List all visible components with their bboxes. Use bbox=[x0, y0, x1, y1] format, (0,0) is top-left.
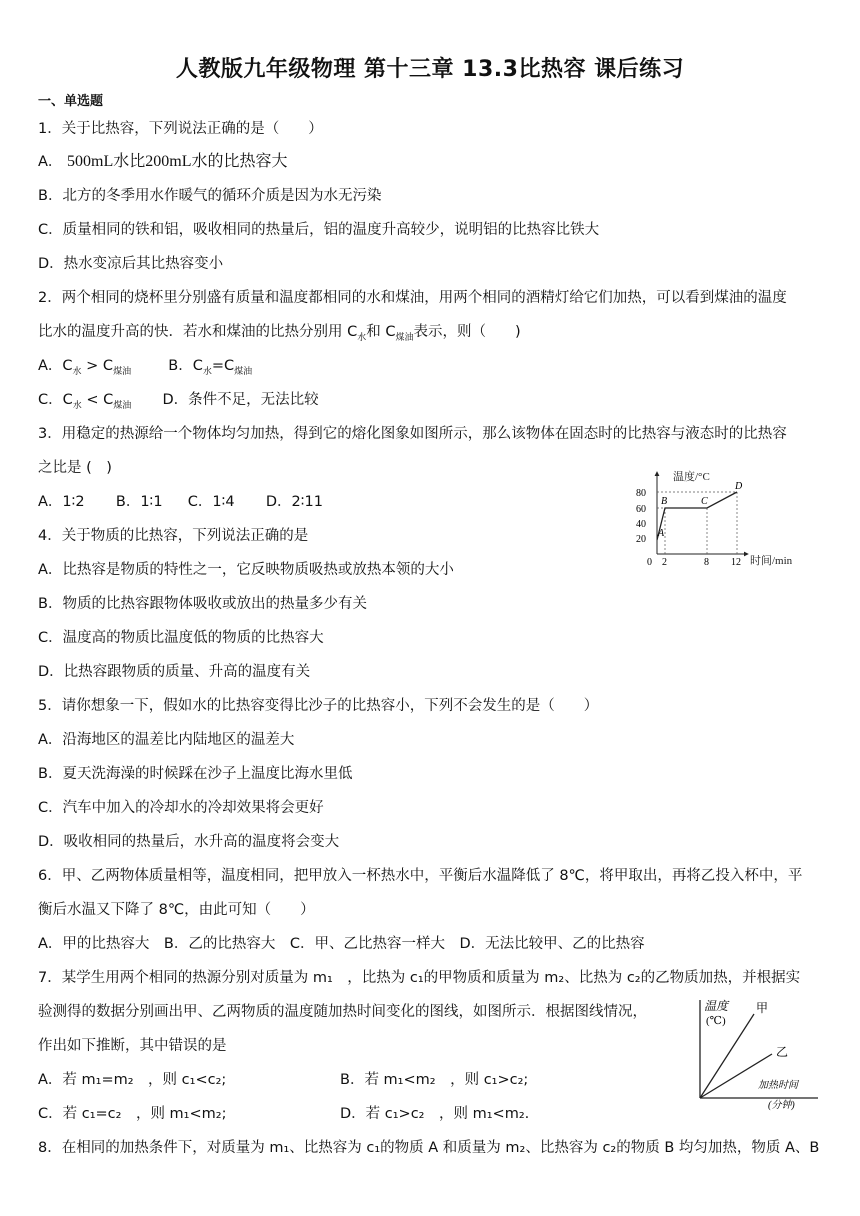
q1-option-d: D．热水变凉后其比热容变小 bbox=[38, 256, 224, 272]
section-heading: 一、单选题 bbox=[38, 94, 104, 109]
q2-option-c-label: C．C bbox=[38, 392, 73, 408]
q3-option-c: C．1∶4 bbox=[187, 494, 235, 510]
x-label-2: (分钟) bbox=[768, 1100, 795, 1111]
q1-option-c: C．质量相同的铁和铝，吸收相同的热量后，铝的温度升高较少，说明铝的比热容比铁大 bbox=[38, 222, 600, 238]
q2-option-a-label: A．C bbox=[38, 358, 73, 374]
q1-option-a-label: A． bbox=[38, 154, 63, 170]
q2-option-c bbox=[38, 392, 132, 411]
q2-option-b-op: =C bbox=[211, 358, 235, 374]
q7-temperature-graph bbox=[688, 994, 838, 1112]
q2-option-c-op: < C bbox=[81, 392, 114, 408]
q1-option-a bbox=[38, 152, 287, 172]
q2-option-a-op: > C bbox=[81, 358, 114, 374]
q2-options-row-2 bbox=[38, 390, 319, 416]
q6-stem-1: 6．甲、乙两物体质量相等，温度相同，把甲放入一杯热水中，平衡后水温降低了 8℃，将甲取出，再将乙投入杯中，平 bbox=[38, 868, 803, 884]
y-label-2: (℃) bbox=[706, 1015, 726, 1027]
point-A: A bbox=[658, 528, 665, 539]
label-yi: 乙 bbox=[776, 1045, 789, 1059]
sub-water: 水 bbox=[72, 366, 82, 377]
sub-water: 水 bbox=[72, 400, 82, 411]
melting-curve bbox=[657, 492, 737, 540]
q5-option-d: D．吸收相同的热量后，水升高的温度将会变大 bbox=[38, 834, 340, 850]
x-axis-label: 时间/min bbox=[750, 555, 793, 567]
q6-options: A．甲的比热容大 B．乙的比热容大 C．甲、乙比热容一样大 D．无法比较甲、乙的比热容 bbox=[38, 936, 645, 952]
q3-options bbox=[38, 492, 323, 512]
q3-stem-2: 之比是 ( ) bbox=[38, 460, 112, 476]
q5-stem: 5．请你想象一下，假如水的比热容变得比沙子的比热容小，下列不会发生的是（ ） bbox=[38, 698, 599, 714]
guide-lines bbox=[657, 492, 737, 554]
q7-stem-2: 验测得的数据分别画出甲、乙两物质的温度随加热时间变化的图线，如图所示．根据图线情况， bbox=[38, 1004, 647, 1020]
q2-stem-2-part-c: 表示，则（ ) bbox=[413, 324, 521, 340]
q4-option-c: C．温度高的物质比温度低的物质的比热容大 bbox=[38, 630, 324, 646]
q2-options-row-1 bbox=[38, 356, 252, 382]
label-jia: 甲 bbox=[756, 1001, 769, 1015]
q7-option-a: A．若 m₁=m₂ ，则 c₁<c₂; bbox=[38, 1072, 227, 1088]
point-D: D bbox=[735, 481, 743, 492]
q2-stem-2 bbox=[38, 322, 521, 348]
y-axis-label: 温度/°C bbox=[673, 471, 710, 483]
q7-option-c: C．若 c₁=c₂ ，则 m₁<m₂; bbox=[38, 1106, 227, 1122]
q3-option-a: A．1∶2 bbox=[38, 494, 85, 510]
q4-option-d: D．比热容跟物质的质量、升高的温度有关 bbox=[38, 664, 311, 680]
sub-oil: 煤油 bbox=[234, 366, 253, 377]
sub-water: 水 bbox=[202, 366, 212, 377]
q2-option-a bbox=[38, 358, 132, 377]
sub-oil: 煤油 bbox=[113, 400, 132, 411]
q2-option-d: D．条件不足，无法比较 bbox=[162, 392, 319, 408]
xtick-12: 12 bbox=[731, 557, 741, 568]
q4-option-a: A．比热容是物质的特性之一，它反映物质吸热或放热本领的大小 bbox=[38, 562, 454, 578]
q1-option-a-text: 500mL水比200mL水的比热容大 bbox=[67, 153, 288, 170]
q7-option-b: B．若 m₁<m₂ ，则 c₁>c₂; bbox=[340, 1072, 529, 1088]
q2-stem-1: 2．两个相同的烧杯里分别盛有质量和温度都相同的水和煤油，用两个相同的酒精灯给它们加热，可以看到煤油的温度 bbox=[38, 290, 787, 306]
y-label-1: 温度 bbox=[704, 999, 729, 1013]
q5-option-a: A．沿海地区的温差比内陆地区的温差大 bbox=[38, 732, 295, 748]
q3-option-b: B．1∶1 bbox=[115, 494, 163, 510]
xtick-8: 8 bbox=[704, 557, 709, 568]
q6-stem-2: 衡后水温又下降了 8℃，由此可知（ ） bbox=[38, 902, 315, 918]
q7-stem-1: 7．某学生用两个相同的热源分别对质量为 m₁ ，比热为 c₁的甲物质和质量为 m₂、比热为 c₂的乙物质加热，并根据实 bbox=[38, 970, 801, 986]
q3-melting-graph bbox=[632, 466, 812, 572]
q2-option-b bbox=[168, 358, 253, 377]
q7-option-d: D．若 c₁>c₂ ，则 m₁<m₂. bbox=[340, 1106, 530, 1122]
q3-option-d: D．2∶11 bbox=[265, 494, 323, 510]
sub-oil: 煤油 bbox=[395, 332, 414, 343]
ytick-20: 20 bbox=[636, 534, 646, 545]
q2-stem-2-part-b: 和 C bbox=[366, 324, 396, 340]
q5-option-b: B．夏天洗海澡的时候踩在沙子上温度比海水里低 bbox=[38, 766, 353, 782]
xtick-2: 2 bbox=[662, 557, 667, 568]
point-B: B bbox=[661, 496, 668, 507]
ytick-40: 40 bbox=[636, 519, 646, 530]
q3-stem-1: 3．用稳定的热源给一个物体均匀加热，得到它的熔化图象如图所示，那么该物体在固态时的比热容与液态时的比热容 bbox=[38, 426, 787, 442]
q8-stem: 8．在相同的加热条件下，对质量为 m₁、比热容为 c₁的物质 A 和质量为 m₂、比热容为 c₂的物质 B 均匀加热，物质 A、B bbox=[38, 1140, 820, 1156]
q5-option-c: C．汽车中加入的冷却水的冷却效果将会更好 bbox=[38, 800, 324, 816]
ytick-60: 60 bbox=[636, 504, 646, 515]
q1-option-b: B．北方的冬季用水作暖气的循环介质是因为水无污染 bbox=[38, 188, 382, 204]
q1-stem: 1．关于比热容，下列说法正确的是（ ） bbox=[38, 121, 323, 137]
q2-option-b-label: B．C bbox=[168, 358, 203, 374]
page-title: 人教版九年级物理 第十三章 13.3比热容 课后练习 bbox=[175, 57, 685, 82]
q4-option-b: B．物质的比热容跟物体吸收或放出的热量多少有关 bbox=[38, 596, 367, 612]
ytick-80: 80 bbox=[636, 488, 646, 499]
sub-water: 水 bbox=[357, 332, 367, 343]
x-label-1: 加热时间 bbox=[758, 1080, 798, 1091]
q4-stem: 4．关于物质的比热容，下列说法正确的是 bbox=[38, 528, 309, 544]
q2-stem-2-part-a: 比水的温度升高的快．若水和煤油的比热分别用 C bbox=[38, 324, 358, 340]
sub-oil: 煤油 bbox=[113, 366, 132, 377]
xtick-0: 0 bbox=[647, 557, 652, 568]
point-C: C bbox=[701, 496, 708, 507]
line-yi bbox=[700, 1054, 772, 1098]
q7-stem-3: 作出如下推断，其中错误的是 bbox=[38, 1038, 227, 1054]
